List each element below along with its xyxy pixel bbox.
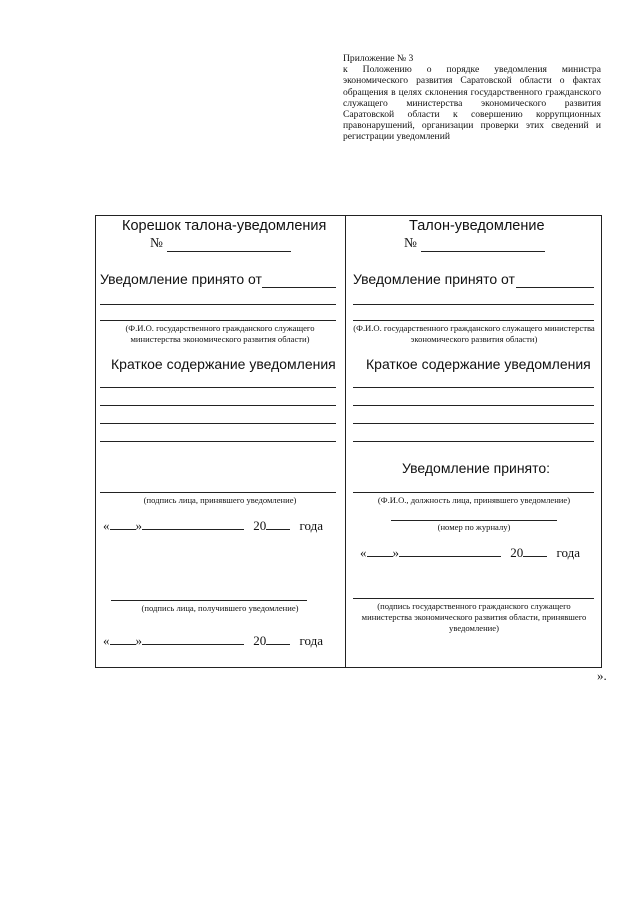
talon-journal-line[interactable] bbox=[391, 520, 557, 521]
year-suffix: года bbox=[299, 518, 324, 533]
talon-signature-line[interactable] bbox=[353, 598, 594, 599]
talon-summary-line-4[interactable] bbox=[353, 441, 594, 442]
quote-close: » bbox=[392, 545, 399, 560]
year-suffix: года bbox=[299, 633, 324, 648]
stub-number-label: № bbox=[150, 235, 163, 250]
talon-date-row bbox=[360, 545, 580, 561]
stub-summary-line-1[interactable] bbox=[100, 387, 336, 388]
stub-summary-line-4[interactable] bbox=[100, 441, 336, 442]
stub-summary-line-2[interactable] bbox=[100, 405, 336, 406]
stub-fio-caption: (Ф.И.О. государственного гражданского служащего министерства экономического развития области) bbox=[125, 323, 315, 344]
talon-summary-line-1[interactable] bbox=[353, 387, 594, 388]
month-field[interactable] bbox=[142, 633, 244, 645]
stub-number-field[interactable] bbox=[167, 251, 291, 252]
year-field[interactable] bbox=[266, 518, 290, 530]
year-prefix: 20 bbox=[253, 633, 267, 648]
stub-getter-sign-caption: (подпись лица, получившего уведомление) bbox=[141, 603, 299, 613]
stub-receiver-sign-line[interactable] bbox=[100, 492, 336, 493]
day-field[interactable] bbox=[367, 545, 393, 557]
talon-position-caption: (Ф.И.О., должность лица, принявшего уведомление) bbox=[377, 495, 571, 505]
appendix-text: к Положению о порядке уведомления министра экономического развития Саратовской области о фактах обращения в целях склонения государственного гражданского служащего министерства экономического развития Саратовской области к совершению коррупционных правонарушений, организации проверки этих сведений и регистрации уведомлений bbox=[343, 64, 601, 143]
talon-accepted-title: Уведомление принято: bbox=[402, 460, 551, 476]
talon-number-label: № bbox=[404, 235, 417, 250]
quote-open: « bbox=[360, 545, 367, 560]
quote-close: » bbox=[135, 518, 142, 533]
stub-received-from-field[interactable] bbox=[262, 287, 336, 288]
talon-signature-caption: (подпись государственного гражданского служащего министерства экономического развития области, принявшего уведомление) bbox=[361, 601, 587, 633]
day-field[interactable] bbox=[110, 633, 136, 645]
year-field[interactable] bbox=[266, 633, 290, 645]
talon-title: Талон-уведомление bbox=[409, 218, 545, 234]
talon-received-from-field[interactable] bbox=[516, 287, 594, 288]
year-prefix: 20 bbox=[253, 518, 267, 533]
stub-received-from: Уведомление принято от bbox=[100, 271, 262, 287]
year-field[interactable] bbox=[523, 545, 547, 557]
talon-journal-caption: (номер по журналу) bbox=[437, 522, 511, 532]
appendix-block bbox=[343, 53, 601, 143]
year-prefix: 20 bbox=[510, 545, 524, 560]
stub-fio-line-2[interactable] bbox=[100, 320, 336, 321]
talon-received-from: Уведомление принято от bbox=[353, 271, 515, 287]
talon-summary-title: Краткое содержание уведомления bbox=[366, 356, 591, 372]
talon-number-field[interactable] bbox=[421, 251, 545, 252]
month-field[interactable] bbox=[399, 545, 501, 557]
notification-form bbox=[95, 215, 602, 668]
month-field[interactable] bbox=[142, 518, 244, 530]
stub-receiver-sign-caption: (подпись лица, принявшего уведомление) bbox=[143, 495, 297, 505]
talon-fio-caption: (Ф.И.О. государственного гражданского служащего министерства экономического развития области) bbox=[353, 323, 595, 344]
year-suffix: года bbox=[556, 545, 581, 560]
stub-date-row-2 bbox=[103, 633, 323, 649]
stub-column bbox=[95, 215, 345, 668]
quote-close: » bbox=[135, 633, 142, 648]
stub-date-row-1 bbox=[103, 518, 323, 534]
talon-position-line[interactable] bbox=[353, 492, 594, 493]
appendix-heading: Приложение № 3 bbox=[343, 53, 414, 64]
stub-getter-sign-line[interactable] bbox=[111, 600, 307, 601]
talon-fio-line-2[interactable] bbox=[353, 320, 594, 321]
day-field[interactable] bbox=[110, 518, 136, 530]
closing-quote-mark: ». bbox=[597, 668, 607, 683]
stub-title: Корешок талона-уведомления bbox=[122, 218, 327, 234]
talon-column bbox=[346, 215, 602, 668]
quote-open: « bbox=[103, 633, 110, 648]
stub-summary-line-3[interactable] bbox=[100, 423, 336, 424]
talon-fio-line-1[interactable] bbox=[353, 304, 594, 305]
talon-summary-line-3[interactable] bbox=[353, 423, 594, 424]
stub-fio-line-1[interactable] bbox=[100, 304, 336, 305]
quote-open: « bbox=[103, 518, 110, 533]
stub-summary-title: Краткое содержание уведомления bbox=[111, 356, 336, 372]
talon-summary-line-2[interactable] bbox=[353, 405, 594, 406]
